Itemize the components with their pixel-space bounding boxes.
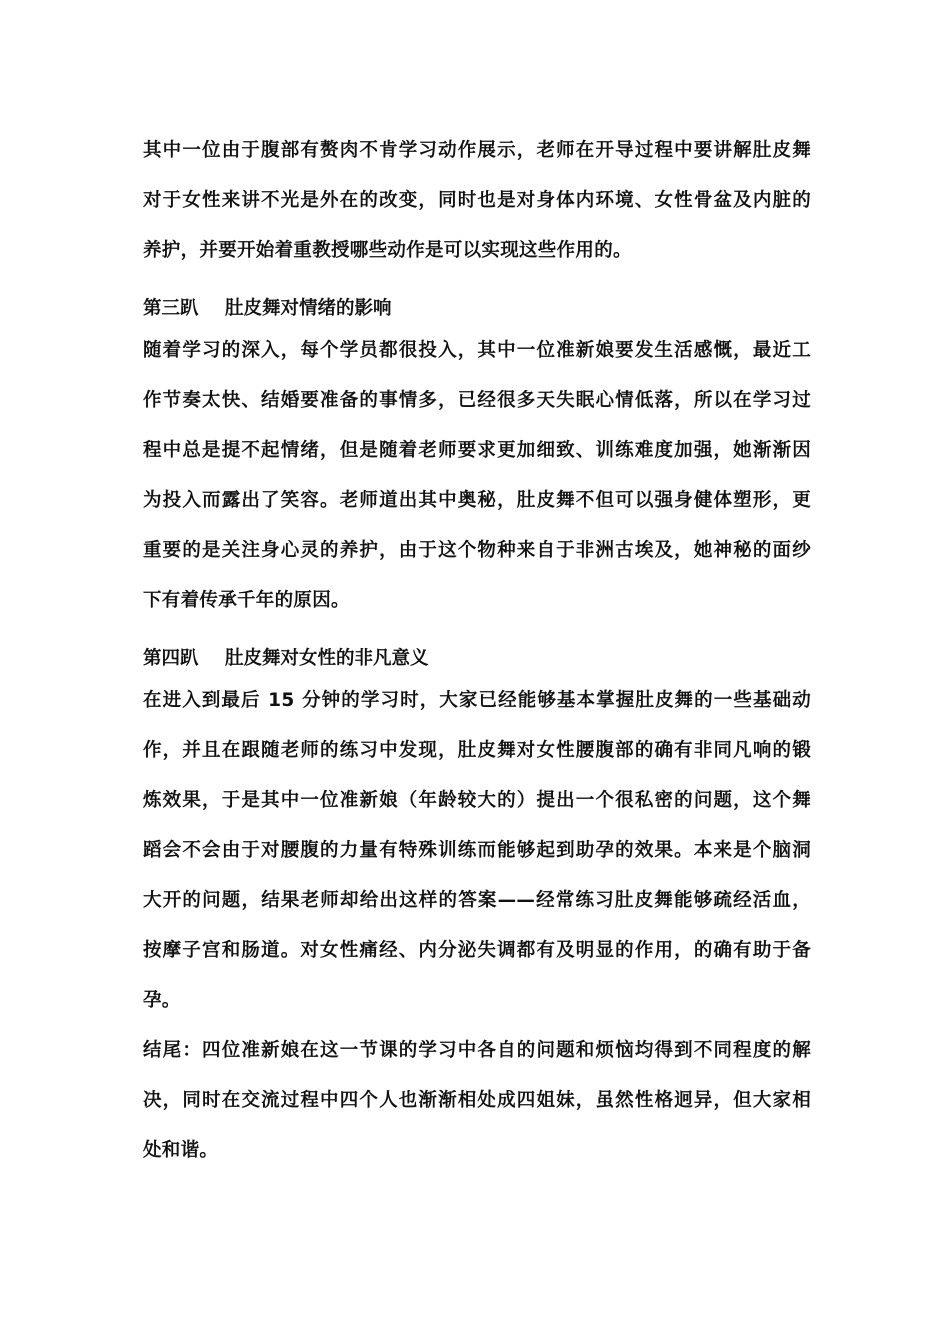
section-number: 第四趴 <box>143 648 199 669</box>
text-line: 大开的问题，结果老师却给出这样的答案——经常练习肚皮舞能够疏经活血， <box>143 890 811 911</box>
document-body <box>143 134 811 1184</box>
text-line: 作，并且在跟随老师的练习中发现，肚皮舞对女性腰腹部的确有非同凡响的锻 <box>143 740 811 761</box>
paragraph <box>143 1034 811 1184</box>
text-line: 为投入而露出了笑容。老师道出其中奥秘，肚皮舞不但可以强身健体塑形，更 <box>143 490 811 511</box>
text-line: 蹈会不会由于对腰腹的力量有特殊训练而能够起到助孕的效果。本来是个脑洞 <box>143 840 811 861</box>
text-line: 下有着传承千年的原因。 <box>143 590 350 611</box>
text-line: 随着学习的深入，每个学员都很投入，其中一位准新娘要发生活感慨，最近工 <box>143 340 811 361</box>
text-line: 炼效果，于是其中一位准新娘（年龄较大的）提出一个很私密的问题，这个舞 <box>143 790 811 811</box>
text-line: 对于女性来讲不光是外在的改变，同时也是对身体内环境、女性骨盆及内脏的 <box>143 190 811 211</box>
text-line: 决，同时在交流过程中四个人也渐渐相处成四姐妹，虽然性格迥异，但大家相 <box>143 1090 811 1111</box>
text-line: 其中一位由于腹部有赘肉不肯学习动作展示，老师在开导过程中要讲解肚皮舞 <box>143 140 811 161</box>
text-line: 程中总是提不起情绪，但是随着老师要求更加细致、训练难度加强，她渐渐因 <box>143 440 811 461</box>
text-line: 在进入到最后 15 分钟的学习时，大家已经能够基本掌握肚皮舞的一些基础动 <box>143 690 811 711</box>
text-line: 按摩子宫和肠道。对女性痛经、内分泌失调都有及明显的作用，的确有助于备 <box>143 940 811 961</box>
section-heading <box>143 634 811 684</box>
text-line: 孕。 <box>143 990 181 1011</box>
section-heading <box>143 284 811 334</box>
section-title: 肚皮舞对情绪的影响 <box>225 298 392 319</box>
section-number: 第三趴 <box>143 298 199 319</box>
text-line: 作节奏太快、结婚要准备的事情多，已经很多天失眠心情低落，所以在学习过 <box>143 390 811 411</box>
paragraph <box>143 134 811 284</box>
paragraph <box>143 334 811 634</box>
text-line: 养护，并要开始着重教授哪些动作是可以实现这些作用的。 <box>143 240 632 261</box>
text-line: 结尾：四位准新娘在这一节课的学习中各自的问题和烦恼均得到不同程度的解 <box>143 1040 811 1061</box>
text-line: 处和谐。 <box>143 1140 219 1161</box>
text-line: 重要的是关注身心灵的养护，由于这个物种来自于非洲古埃及，她神秘的面纱 <box>143 540 811 561</box>
paragraph <box>143 684 811 1034</box>
section-title: 肚皮舞对女性的非凡意义 <box>225 648 429 669</box>
